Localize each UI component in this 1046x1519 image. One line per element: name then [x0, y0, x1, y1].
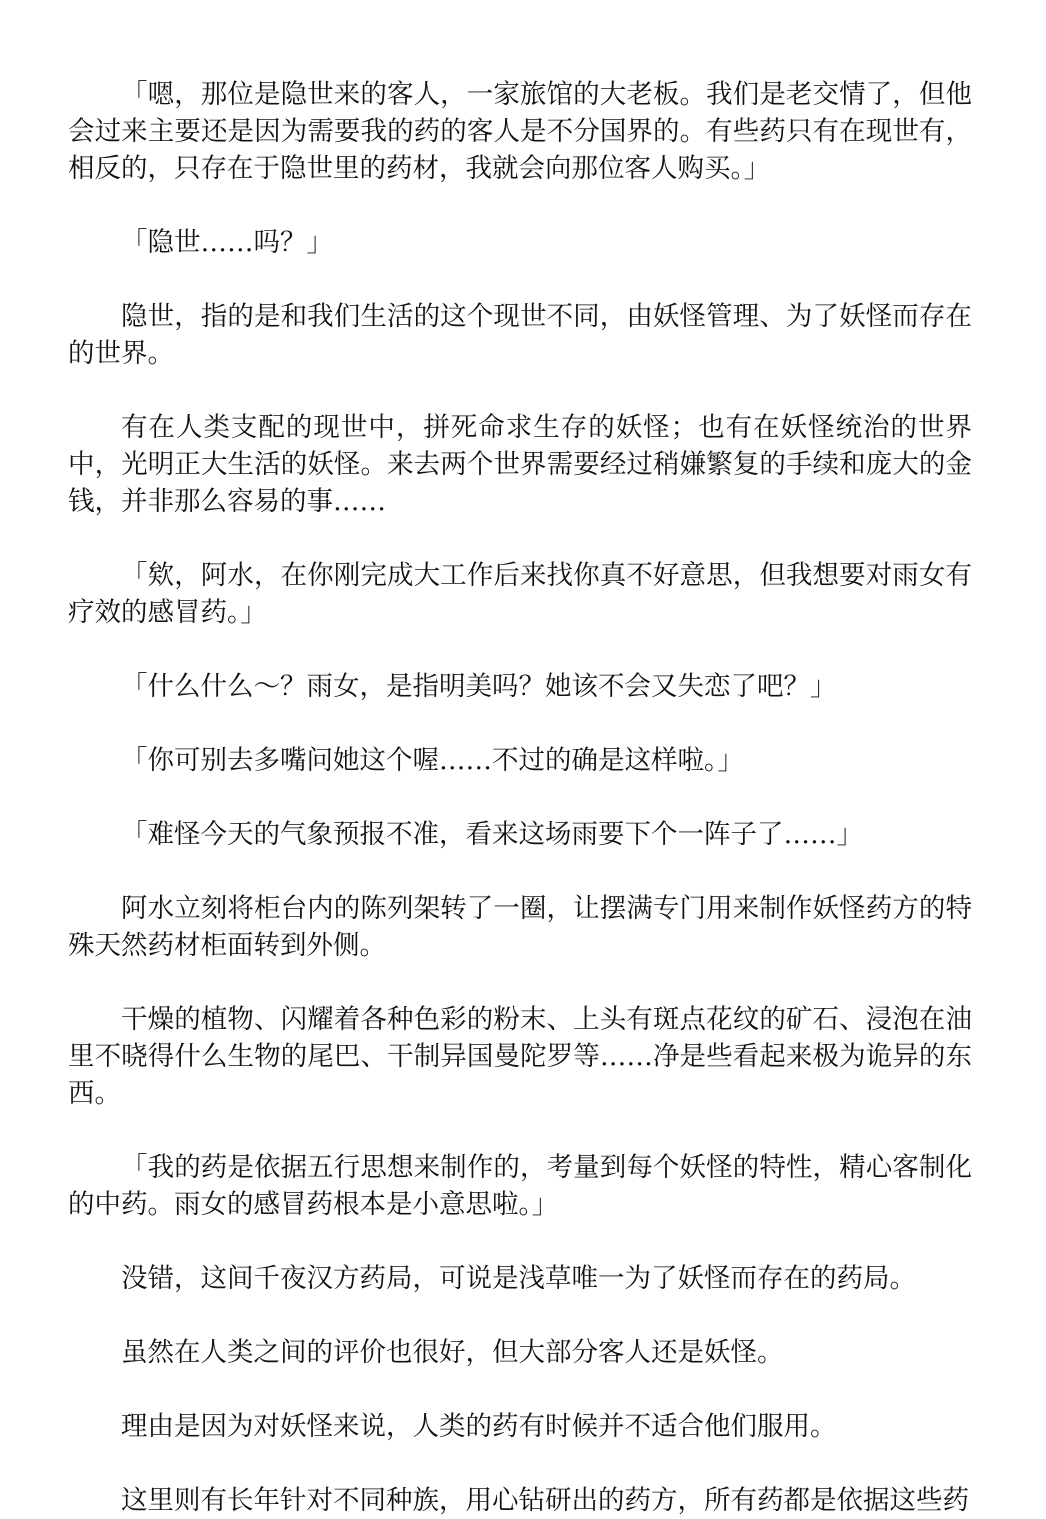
novel-page-body — [68, 76, 972, 1519]
paragraph-5: 「欸，阿水，在你刚完成大工作后来找你真不好意思，但我想要对雨女有疗效的感冒药。」 — [68, 560, 972, 628]
paragraph-7: 「你可别去多嘴问她这个喔……不过的确是这样啦。」 — [121, 745, 744, 776]
paragraph-12: 没错，这间千夜汉方药局，可说是浅草唯一为了妖怪而存在的药局。 — [121, 1263, 916, 1294]
paragraph-6: 「什么什么～？雨女，是指明美吗？她该不会又失恋了吧？」 — [121, 671, 837, 702]
paragraph-3: 隐世，指的是和我们生活的这个现世不同，由妖怪管理、为了妖怪而存在的世界。 — [68, 301, 972, 369]
paragraph-13: 虽然在人类之间的评价也很好，但大部分客人还是妖怪。 — [121, 1337, 784, 1368]
paragraph-9: 阿水立刻将柜台内的陈列架转了一圈，让摆满专门用来制作妖怪药方的特殊天然药材柜面转到外侧。 — [68, 893, 972, 961]
paragraph-2: 「隐世……吗？」 — [121, 227, 333, 258]
paragraph-15: 这里则有长年针对不同种族，用心钻研出的药方，所有药都是依据这些药 — [121, 1485, 969, 1516]
paragraph-14: 理由是因为对妖怪来说，人类的药有时候并不适合他们服用。 — [121, 1411, 837, 1442]
paragraph-4: 有在人类支配的现世中，拼死命求生存的妖怪；也有在妖怪统治的世界中，光明正大生活的妖怪。来去两个世界需要经过稍嫌繁复的手续和庞大的金钱，并非那么容易的事…… — [68, 412, 972, 517]
paragraph-8: 「难怪今天的气象预报不准，看来这场雨要下个一阵子了……」 — [121, 819, 863, 850]
paragraph-1: 「嗯，那位是隐世来的客人，一家旅馆的大老板。我们是老交情了，但他会过来主要还是因为需要我的药的客人是不分国界的。有些药只有在现世有，相反的，只存在于隐世里的药材，我就会向那位客人购买。」 — [68, 79, 972, 184]
paragraph-11: 「我的药是依据五行思想来制作的，考量到每个妖怪的特性，精心客制化的中药。雨女的感冒药根本是小意思啦。」 — [68, 1152, 972, 1220]
paragraph-10: 干燥的植物、闪耀着各种色彩的粉末、上头有斑点花纹的矿石、浸泡在油里不晓得什么生物的尾巴、干制异国曼陀罗等……净是些看起来极为诡异的东西。 — [68, 1004, 972, 1109]
